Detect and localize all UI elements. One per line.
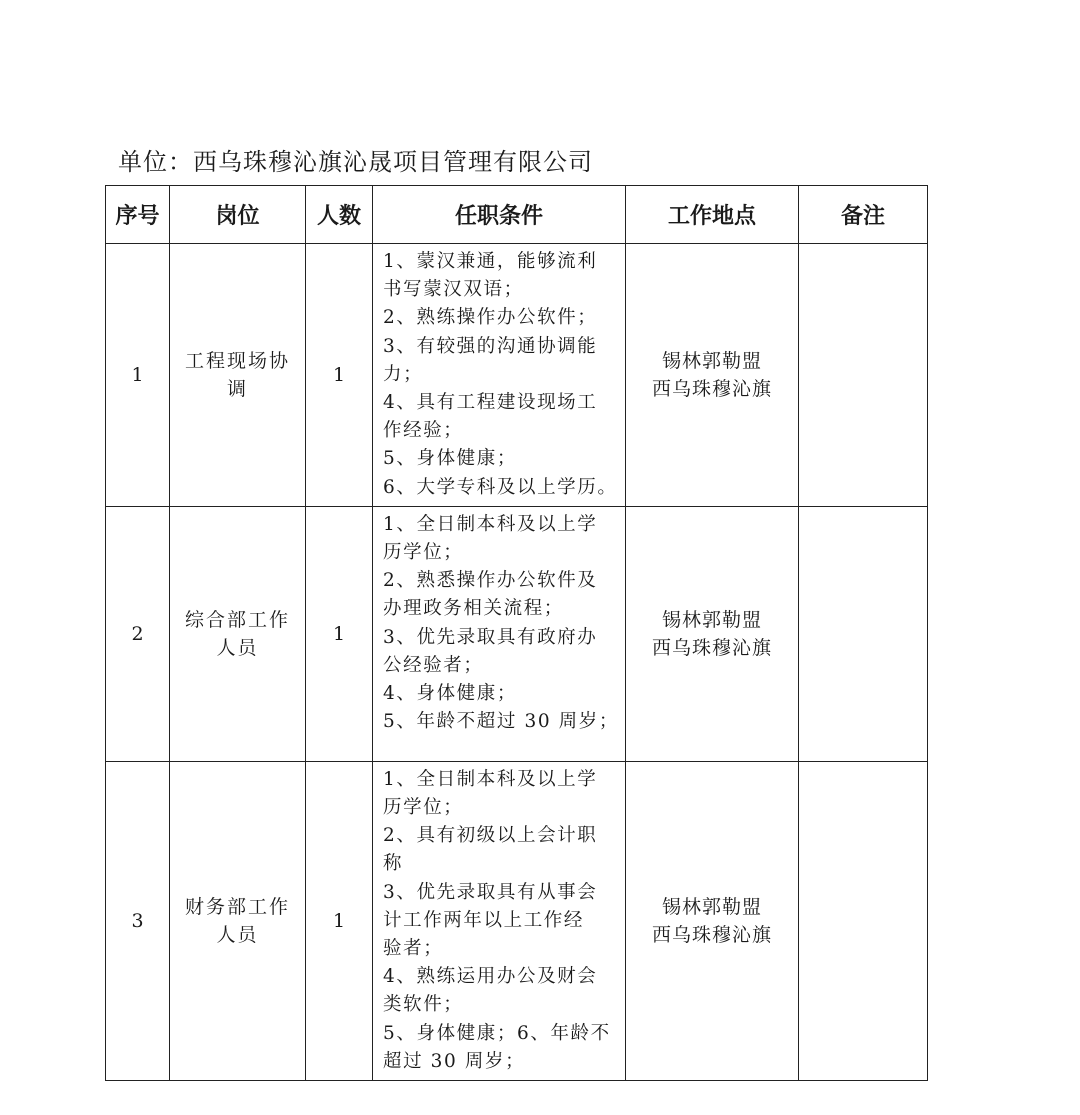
condition-line: 称: [383, 853, 404, 875]
condition-line: 2、具有初级以上会计职: [383, 825, 598, 847]
header-remark: 备注: [799, 186, 928, 244]
condition-line: 3、优先录取具有政府办: [383, 626, 598, 648]
remark-cell: [799, 506, 928, 761]
position-cell: 工程现场协调: [170, 244, 306, 507]
condition-line: 书写蒙汉双语；: [383, 279, 524, 301]
condition-line: 3、优先录取具有从事会: [383, 881, 598, 903]
condition-line: 5、身体健康；: [383, 448, 517, 470]
unit-name: 西乌珠穆沁旗沁晟项目管理有限公司: [193, 148, 593, 176]
location-line: 锡林郭勒盟: [661, 895, 762, 918]
seq-cell: 3: [106, 761, 170, 1080]
remark-cell: [799, 244, 928, 507]
conditions-cell: [373, 761, 626, 1080]
conditions-cell: [373, 244, 626, 507]
condition-line: 公经验者；: [383, 654, 484, 676]
location-cell: [626, 244, 799, 507]
condition-line: 历学位；: [383, 797, 464, 819]
condition-line: 办理政务相关流程；: [383, 598, 564, 620]
header-count: 人数: [306, 186, 373, 244]
condition-line: 1、蒙汉兼通，能够流利: [383, 251, 598, 272]
count-cell: 1: [306, 761, 373, 1080]
condition-line: 超过 30 周岁；: [383, 1050, 526, 1072]
condition-line: 力；: [383, 363, 424, 385]
header-location: 工作地点: [626, 186, 799, 244]
header-conditions: 任职条件: [373, 186, 626, 244]
location-line: 锡林郭勒盟: [661, 349, 762, 372]
condition-line: 4、身体健康；: [383, 683, 517, 705]
condition-line: 5、身体健康；6、年龄不: [383, 1022, 611, 1044]
conditions-cell: [373, 506, 626, 761]
location-line: 西乌珠穆沁旗: [651, 636, 772, 659]
table-header-row: [106, 186, 928, 244]
header-seq: 序号: [106, 186, 170, 244]
unit-label: 单位：: [118, 148, 193, 176]
condition-line: 验者；: [383, 938, 444, 960]
position-cell: 财务部工作人员: [170, 761, 306, 1080]
condition-line: 4、具有工程建设现场工: [383, 392, 598, 414]
condition-line: 历学位；: [383, 542, 464, 564]
count-cell: 1: [306, 244, 373, 507]
recruitment-table: [105, 185, 928, 1081]
seq-cell: 1: [106, 244, 170, 507]
condition-line: 1、全日制本科及以上学: [383, 513, 598, 535]
condition-line: 2、熟练操作办公软件；: [383, 307, 598, 329]
header-position: 岗位: [170, 186, 306, 244]
condition-line: 计工作两年以上工作经: [383, 909, 585, 931]
condition-line: 2、熟悉操作办公软件及: [383, 570, 598, 592]
condition-line: 6、大学专科及以上学历。: [383, 476, 618, 498]
remark-cell: [799, 761, 928, 1080]
condition-line: 4、熟练运用办公及财会: [383, 966, 598, 988]
unit-line: [118, 142, 593, 177]
condition-line: 作经验；: [383, 420, 464, 442]
location-line: 西乌珠穆沁旗: [651, 377, 772, 400]
condition-line: 5、年龄不超过 30 周岁；: [383, 711, 619, 733]
condition-line: 1、全日制本科及以上学: [383, 768, 598, 790]
condition-line: 3、有较强的沟通协调能: [383, 335, 598, 357]
location-line: 西乌珠穆沁旗: [651, 923, 772, 946]
position-cell: 综合部工作人员: [170, 506, 306, 761]
table-row: [106, 761, 928, 1080]
table-row: [106, 244, 928, 507]
count-cell: 1: [306, 506, 373, 761]
condition-line: 类软件；: [383, 994, 464, 1016]
location-line: 锡林郭勒盟: [661, 608, 762, 631]
location-cell: [626, 506, 799, 761]
table-row: [106, 506, 928, 761]
seq-cell: 2: [106, 506, 170, 761]
location-cell: [626, 761, 799, 1080]
